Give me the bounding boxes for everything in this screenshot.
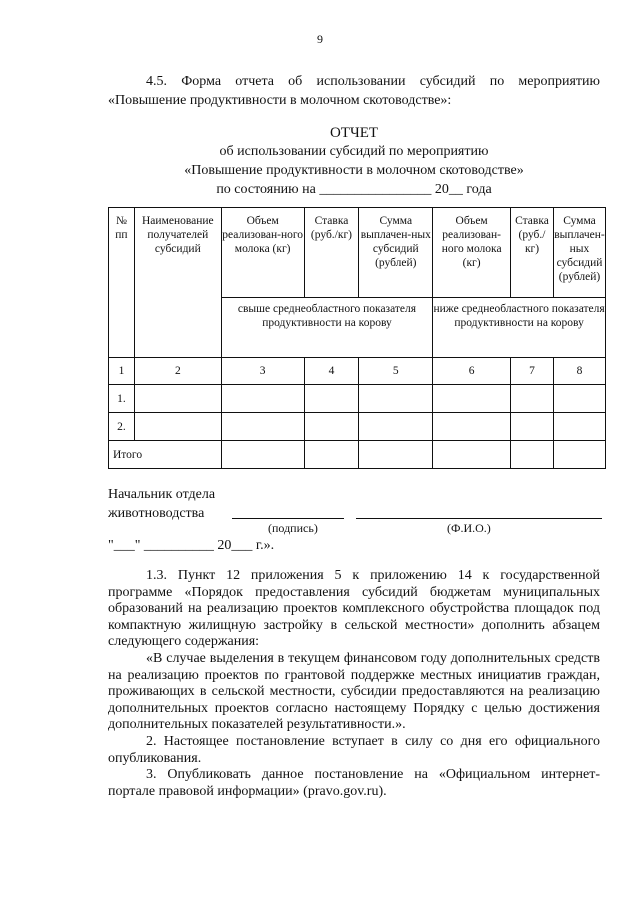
column-number: 7 [511, 358, 554, 385]
section-intro-line-1: 4.5. Форма отчета об использовании субсидий по мероприятию [146, 74, 600, 89]
body-text [108, 568, 600, 800]
table-cell [359, 385, 433, 413]
name-line [356, 518, 602, 519]
table-row [109, 413, 606, 441]
paragraph-2: 2. Настоящее постановление вступает в силу со дня его официального опубликования. [108, 733, 600, 766]
signature-date: "___" __________ 20___ г.». [108, 538, 275, 553]
column-number: 5 [359, 358, 433, 385]
paragraph-1-3: 1.3. Пункт 12 приложения 5 к приложению 14 к государственной программе «Порядок предоставления субсидий бюджетам муниципальных образований на реализацию проектов комплексного обустройства площадок под компактную жилищную застройку в сельской местности» дополнить абзацем следующего содержания: [108, 568, 600, 650]
section-intro-line-2: «Повышение продуктивности в молочном скотоводстве»: [108, 93, 452, 108]
name-caption: (Ф.И.О.) [447, 521, 491, 535]
column-number: 3 [221, 358, 304, 385]
table-cell [134, 385, 221, 413]
report-heading [108, 124, 600, 199]
header-rate-below: Ставка (руб./ кг) [511, 208, 554, 298]
table-cell [304, 385, 359, 413]
table-cell [134, 413, 221, 441]
column-number: 6 [433, 358, 511, 385]
group-below-average: ниже среднеобластного показателя продуктивности на корову [433, 298, 606, 358]
table-cell [511, 441, 554, 469]
signature-position-line-1: Начальник отдела [108, 487, 216, 502]
section-intro [108, 72, 600, 110]
header-sum-below: Сумма выплачен-ных субсидий (рублей) [553, 208, 605, 298]
report-form-table [108, 207, 606, 469]
table-cell [221, 441, 304, 469]
column-numbers-row [109, 358, 606, 385]
signature-caption: (подпись) [268, 521, 318, 535]
total-row [109, 441, 606, 469]
table-cell [304, 413, 359, 441]
header-name: Наименование получателей субсидий [134, 208, 221, 358]
total-label: Итого [109, 441, 222, 469]
page-number: 9 [317, 32, 323, 46]
header-volume-below: Объем реализован-ного молока (кг) [433, 208, 511, 298]
paragraph-quote: «В случае выделения в текущем финансовом году дополнительных средств на реализацию проектов по грантовой поддержке местных инициатив граждан, проживающих в сельской местности, субсидии предоставляются на реализацию дополнительных проектов согласно настоящему Порядку с целью достижения дополнительных показателей результативности.». [108, 650, 600, 733]
table-cell [359, 441, 433, 469]
table-cell [553, 385, 605, 413]
report-subtitle-1: об использовании субсидий по мероприятию [219, 144, 489, 159]
table-cell [433, 385, 511, 413]
column-number: 1 [109, 358, 135, 385]
header-rate-above: Ставка (руб./кг) [304, 208, 359, 298]
table-cell [433, 441, 511, 469]
column-number: 8 [553, 358, 605, 385]
table-cell [511, 385, 554, 413]
signature-line [232, 518, 344, 519]
table-cell [359, 413, 433, 441]
table-cell [221, 385, 304, 413]
header-sum-above: Сумма выплачен-ных субсидий (рублей) [359, 208, 433, 298]
report-title: ОТЧЕТ [329, 125, 379, 141]
signature-position-line-2: животноводства [108, 506, 205, 521]
table-header-row [109, 208, 606, 298]
table-cell [553, 441, 605, 469]
table-cell [221, 413, 304, 441]
header-num: № пп [109, 208, 135, 358]
table-cell [304, 441, 359, 469]
group-above-average: свыше среднеобластного показателя продуктивности на корову [221, 298, 432, 358]
table-row [109, 385, 606, 413]
column-number: 2 [134, 358, 221, 385]
column-number: 4 [304, 358, 359, 385]
table-cell [553, 413, 605, 441]
header-volume-above: Объем реализован-ного молока (кг) [221, 208, 304, 298]
row-number: 1. [109, 385, 135, 413]
paragraph-3: 3. Опубликовать данное постановление на «Официальном интернет-портале правовой информации» (pravo.gov.ru). [108, 767, 600, 799]
report-subtitle-2: «Повышение продуктивности в молочном скотоводстве» [184, 163, 524, 178]
report-date-line: по состоянию на ________________ 20__ года [216, 182, 492, 197]
row-number: 2. [109, 413, 135, 441]
table-cell [511, 413, 554, 441]
table-cell [433, 413, 511, 441]
